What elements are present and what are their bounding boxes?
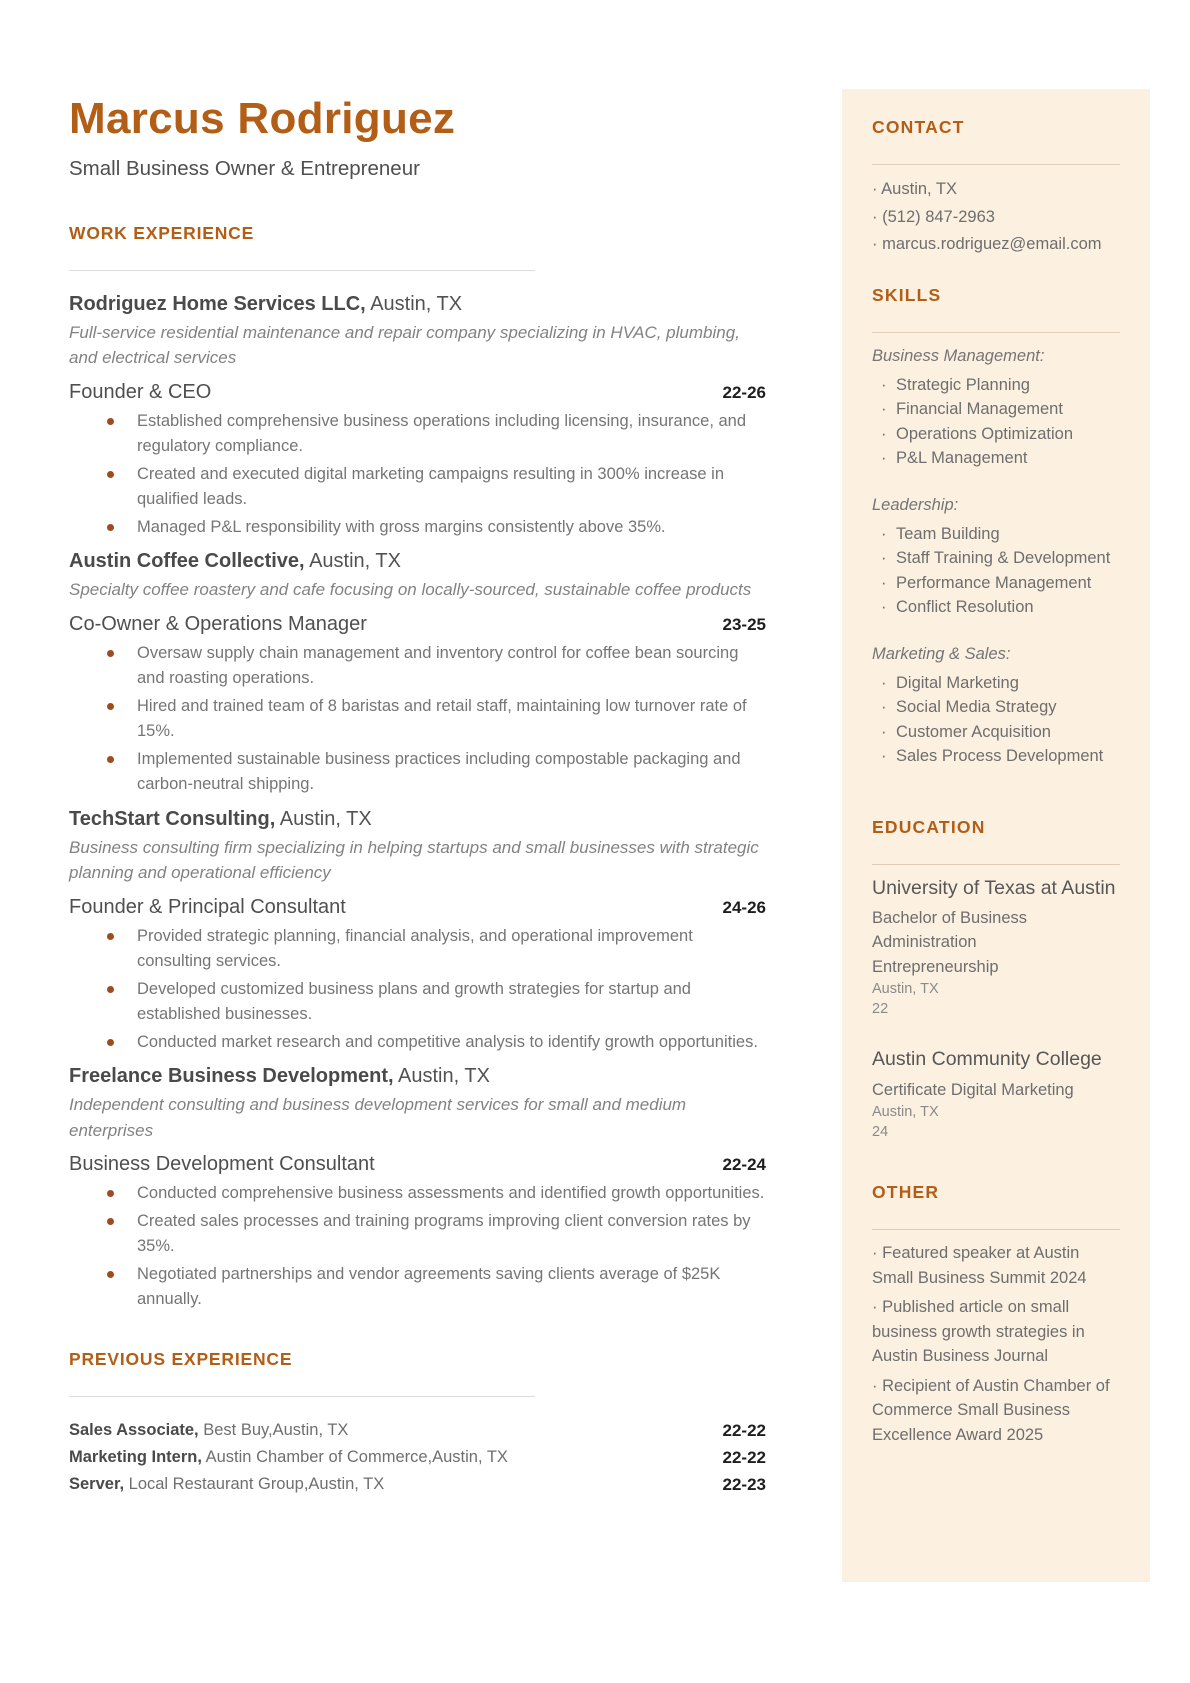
skill-item: · Strategic Planning: [872, 373, 1120, 398]
bullet-item: Created sales processes and training programs improving client conversion rates by 35%.: [69, 1209, 766, 1260]
role-dates: 22-26: [722, 382, 766, 402]
contact-item: · (512) 847-2963: [872, 204, 1120, 232]
divider: [872, 164, 1120, 165]
previous-experience-list: [69, 1417, 766, 1498]
previous-detail: Local Restaurant Group,Austin, TX: [128, 1474, 385, 1493]
company-name: TechStart Consulting,: [69, 807, 276, 830]
school-location: Austin, TX: [872, 981, 939, 998]
previous-role: Server,: [69, 1474, 125, 1493]
role-bullets: [69, 641, 766, 798]
role-title: Co-Owner & Operations Manager: [69, 612, 367, 635]
role-bullets: [69, 409, 766, 541]
company-location: Austin, TX: [279, 807, 372, 830]
skill-group: [872, 642, 1120, 769]
previous-experience-row: [69, 1444, 766, 1471]
main-column: [69, 94, 766, 1498]
company-header: [69, 548, 766, 575]
school-degree: Bachelor of Business Administration: [872, 908, 1028, 952]
bullet-item: Provided strategic planning, financial analysis, and operational improvement consulting services.: [69, 924, 766, 975]
skill-item: · Staff Training & Development: [872, 546, 1120, 571]
school-degree: Certificate Digital Marketing: [872, 1080, 1074, 1099]
company-location: Austin, TX: [398, 1065, 490, 1088]
role-row: [69, 611, 766, 638]
skills-heading: SKILLS: [872, 284, 942, 305]
bullet-item: Created and executed digital marketing campaigns resulting in 300% increase in qualified leads.: [69, 462, 766, 513]
previous-experience-heading: PREVIOUS EXPERIENCE: [69, 1348, 293, 1369]
contact-section: [872, 117, 1120, 259]
other-heading: OTHER: [872, 1182, 940, 1203]
divider: [69, 1396, 535, 1397]
company-description: Specialty coffee roastery and cafe focusing on locally-sourced, sustainable coffee products: [69, 580, 752, 600]
company-block: [69, 1063, 766, 1313]
education-school: [872, 876, 1120, 1020]
previous-dates: 22-22: [722, 1447, 766, 1467]
bullet-item: Hired and trained team of 8 baristas and retail staff, maintaining low turnover rate of 15%.: [69, 694, 766, 745]
role-title: Founder & Principal Consultant: [69, 895, 346, 918]
skill-group-name: Marketing & Sales:: [872, 644, 1011, 663]
skills-list: [872, 344, 1120, 769]
bullet-item: Oversaw supply chain management and inventory control for coffee bean sourcing and roasting operations.: [69, 641, 766, 692]
previous-role: Marketing Intern,: [69, 1447, 202, 1466]
company-description: Independent consulting and business development services for small and medium enterprises: [69, 1095, 687, 1140]
previous-dates: 22-22: [722, 1420, 766, 1440]
education-section: [872, 817, 1120, 1143]
school-year: 22: [872, 1001, 889, 1018]
skill-group: [872, 493, 1120, 620]
skill-item: · Performance Management: [872, 571, 1120, 596]
previous-role-line: [69, 1444, 508, 1471]
previous-role: Sales Associate,: [69, 1420, 199, 1439]
role-title: Business Development Consultant: [69, 1153, 375, 1176]
skill-item: · Digital Marketing: [872, 671, 1120, 696]
previous-experience-row: [69, 1471, 766, 1498]
role-dates: 22-24: [722, 1155, 766, 1175]
skill-item: · Team Building: [872, 522, 1120, 547]
previous-role-line: [69, 1471, 384, 1498]
company-location: Austin, TX: [309, 550, 401, 573]
previous-detail: Austin Chamber of Commerce,Austin, TX: [205, 1447, 508, 1466]
other-item: · Recipient of Austin Chamber of Commerce Small Business Excellence Award 2025: [872, 1374, 1120, 1448]
company-block: [69, 291, 766, 541]
sidebar: [842, 89, 1150, 1582]
role-title: Founder & CEO: [69, 380, 212, 403]
bullet-item: Negotiated partnerships and vendor agreements saving clients average of $25K annually.: [69, 1262, 766, 1313]
skill-item: · Customer Acquisition: [872, 720, 1120, 745]
bullet-item: Conducted comprehensive business assessments and identified growth opportunities.: [69, 1181, 766, 1207]
skill-item: · P&L Management: [872, 446, 1120, 471]
role-dates: 23-25: [722, 614, 766, 634]
skill-group: [872, 344, 1120, 471]
person-name: Marcus Rodriguez: [69, 94, 456, 143]
skill-group-name: Business Management:: [872, 346, 1045, 365]
contact-heading: CONTACT: [872, 117, 965, 137]
company-description: Business consulting firm specializing in helping startups and small businesses with strategic planning and operational efficiency: [69, 837, 759, 883]
previous-experience-section: [69, 1349, 766, 1498]
company-header: [69, 806, 766, 833]
divider: [69, 270, 535, 271]
divider: [872, 864, 1120, 865]
skill-item: · Conflict Resolution: [872, 595, 1120, 620]
education-heading: EDUCATION: [872, 816, 986, 837]
skill-item: · Sales Process Development: [872, 744, 1120, 769]
previous-role-line: [69, 1417, 348, 1444]
company-header: [69, 291, 766, 318]
company-header: [69, 1063, 766, 1090]
work-experience-list: [69, 291, 766, 1313]
skill-group-name: Leadership:: [872, 495, 959, 514]
role-row: [69, 379, 766, 406]
company-description: Full-service residential maintenance and repair company specializing in HVAC, plumbing, and electrical services: [69, 322, 740, 368]
bullet-item: Established comprehensive business operations including licensing, insurance, and regulatory compliance.: [69, 409, 766, 460]
skill-item: · Social Media Strategy: [872, 695, 1120, 720]
education-school: [872, 1047, 1120, 1142]
contact-list: [872, 176, 1120, 259]
company-name: Freelance Business Development,: [69, 1065, 394, 1088]
contact-item: · marcus.rodriguez@email.com: [872, 231, 1120, 259]
role-bullets: [69, 1181, 766, 1313]
previous-detail: Best Buy,Austin, TX: [203, 1420, 349, 1439]
company-block: [69, 806, 766, 1056]
bullet-item: Developed customized business plans and growth strategies for startup and established businesses.: [69, 977, 766, 1028]
school-location: Austin, TX: [872, 1104, 939, 1121]
person-title: Small Business Owner & Entrepreneur: [69, 156, 420, 180]
school-field: Entrepreneurship: [872, 957, 999, 976]
bullet-item: Managed P&L responsibility with gross margins consistently above 35%.: [69, 515, 766, 541]
bullet-item: Conducted market research and competitive analysis to identify growth opportunities.: [69, 1030, 766, 1056]
company-name: Rodriguez Home Services LLC,: [69, 292, 366, 315]
company-block: [69, 548, 766, 798]
skill-item: · Operations Optimization: [872, 422, 1120, 447]
role-row: [69, 1151, 766, 1178]
previous-experience-row: [69, 1417, 766, 1444]
school-name: University of Texas at Austin: [872, 876, 1116, 899]
skills-section: [872, 285, 1120, 769]
role-dates: 24-26: [722, 897, 766, 917]
work-experience-heading: WORK EXPERIENCE: [69, 222, 255, 243]
divider: [872, 332, 1120, 333]
contact-item: · Austin, TX: [872, 176, 1120, 204]
education-list: [872, 876, 1120, 1143]
other-list: [872, 1241, 1120, 1447]
company-location: Austin, TX: [370, 292, 463, 315]
bullet-item: Implemented sustainable business practices including compostable packaging and carbon-neutral shipping.: [69, 747, 766, 798]
other-item: · Featured speaker at Austin Small Business Summit 2024: [872, 1241, 1120, 1290]
previous-dates: 22-23: [722, 1474, 766, 1494]
role-row: [69, 894, 766, 921]
skill-item: · Financial Management: [872, 397, 1120, 422]
school-year: 24: [872, 1124, 889, 1141]
company-name: Austin Coffee Collective,: [69, 550, 305, 573]
divider: [872, 1229, 1120, 1230]
other-item: · Published article on small business growth strategies in Austin Business Journal: [872, 1295, 1120, 1369]
work-experience-section: [69, 223, 766, 1313]
school-name: Austin Community College: [872, 1048, 1102, 1071]
other-section: [872, 1182, 1120, 1447]
role-bullets: [69, 924, 766, 1056]
